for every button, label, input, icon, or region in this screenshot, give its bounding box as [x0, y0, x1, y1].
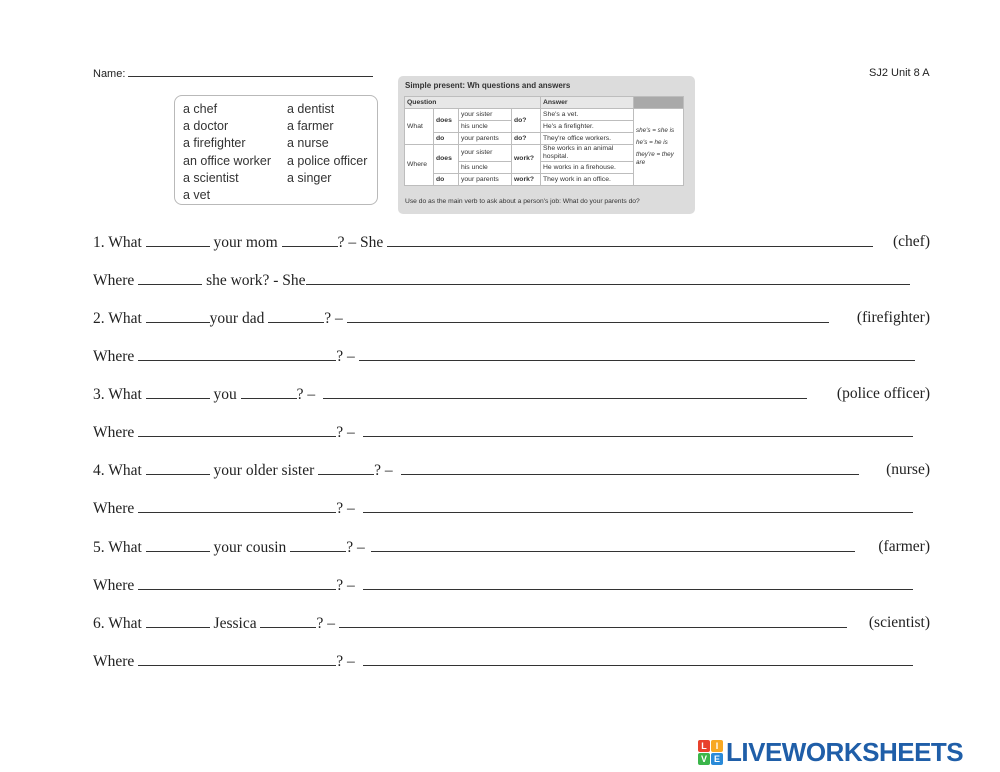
word-item: a chef: [183, 102, 218, 116]
question-end: ? –: [324, 310, 343, 327]
exercise-5-where-line: [93, 576, 913, 595]
aux-does: does: [434, 109, 459, 133]
answer-cell: She's a vet.: [541, 109, 634, 121]
exercise-2-what-line: [93, 309, 829, 328]
question-end: ? –: [316, 615, 335, 632]
word-item: a singer: [287, 170, 332, 185]
where-question-blank[interactable]: [138, 576, 336, 590]
where-lead: Where: [93, 577, 135, 594]
aux-blank[interactable]: [146, 309, 210, 323]
answer-blank[interactable]: [387, 233, 873, 247]
grammar-title: Simple present: Wh questions and answers: [405, 81, 571, 90]
wh-where: Where: [405, 145, 434, 186]
where-answer-blank[interactable]: [359, 347, 915, 361]
aux-does: does: [434, 145, 459, 174]
job-hint: (firefighter): [856, 309, 930, 326]
question-end: ? – She: [337, 234, 384, 251]
grammar-footer: Use do as the main verb to ask about a person's job: What do your parents do?: [405, 198, 640, 205]
unit-label: SJ2 Unit 8 A: [869, 67, 930, 79]
verb-do: do?: [512, 133, 541, 145]
question-lead: 6. What: [93, 615, 142, 632]
exercise-2-where-line: [93, 347, 915, 366]
answer-cell: She works in an animal hospital.: [541, 145, 634, 162]
notes-header: [634, 97, 684, 109]
where-answer-blank[interactable]: [363, 652, 913, 666]
word-item: a police officer: [287, 153, 368, 168]
exercise-1-what-line: [93, 233, 873, 252]
subject-text: Jessica: [213, 615, 257, 632]
exercise-3-where-line: [93, 423, 913, 442]
answer-cell: He works in a firehouse.: [541, 162, 634, 174]
answer-cell: They're office workers.: [541, 133, 634, 145]
where-question-blank[interactable]: [138, 347, 336, 361]
logo-tile: L: [698, 740, 710, 752]
question-end: ? –: [346, 539, 365, 556]
verb-work: work?: [512, 174, 541, 186]
answer-blank[interactable]: [347, 309, 829, 323]
liveworksheets-logo: [698, 738, 963, 766]
subject-cell: your sister: [459, 145, 512, 162]
job-hint: (chef): [893, 233, 930, 250]
aux-blank[interactable]: [146, 538, 210, 552]
word-column-2: [287, 101, 367, 187]
grammar-table: [404, 96, 684, 186]
aux-blank[interactable]: [146, 461, 210, 475]
question-header: Question: [405, 97, 541, 109]
where-lead: Where: [93, 653, 135, 670]
grammar-reference-box: [398, 76, 695, 214]
where-question-blank[interactable]: [138, 652, 336, 666]
subject-text: you: [213, 386, 237, 403]
question-end: ? –: [296, 386, 316, 403]
wh-what: What: [405, 109, 434, 145]
note-he: he's = he is: [636, 139, 668, 146]
word-item: a farmer: [287, 119, 334, 134]
verb-blank[interactable]: [260, 614, 316, 628]
word-column-1: [183, 101, 271, 204]
question-lead: 5. What: [93, 539, 142, 556]
question-end: ? –: [374, 462, 393, 479]
name-field: [93, 67, 373, 80]
answer-cell: They work in an office.: [541, 174, 634, 186]
where-answer-blank[interactable]: [363, 576, 913, 590]
word-item: a scientist: [183, 170, 239, 185]
job-word-box: [174, 95, 378, 205]
word-item: a dentist: [287, 102, 335, 116]
answer-header: Answer: [541, 97, 634, 109]
verb-blank[interactable]: [318, 461, 374, 475]
name-label: Name:: [93, 68, 126, 80]
exercise-1-where-line: [93, 271, 910, 290]
logo-tile: E: [711, 753, 723, 765]
where-mid: ? –: [336, 348, 355, 365]
verb-blank[interactable]: [290, 538, 346, 552]
where-answer-blank[interactable]: [306, 271, 910, 285]
verb-blank[interactable]: [282, 233, 338, 247]
verb-blank[interactable]: [241, 385, 297, 399]
aux-blank[interactable]: [138, 271, 202, 285]
job-hint: (police officer): [836, 385, 930, 402]
job-hint: (farmer): [878, 538, 930, 555]
subject-cell: your parents: [459, 174, 512, 186]
subject-cell: your sister: [459, 109, 512, 121]
where-question-blank[interactable]: [138, 423, 336, 437]
answer-cell: He's a firefighter.: [541, 121, 634, 133]
aux-blank[interactable]: [146, 385, 210, 399]
answer-blank[interactable]: [401, 461, 859, 475]
exercise-6-what-line: [93, 614, 847, 633]
logo-tiles-icon: [698, 740, 723, 765]
where-answer-blank[interactable]: [363, 499, 913, 513]
subject-text: your cousin: [213, 539, 287, 556]
subject-cell: your parents: [459, 133, 512, 145]
word-item: a nurse: [287, 136, 329, 151]
where-lead: Where: [93, 348, 135, 365]
word-item: an office worker: [183, 153, 272, 168]
word-item: a vet: [183, 188, 211, 203]
aux-blank[interactable]: [146, 233, 210, 247]
aux-blank[interactable]: [146, 614, 210, 628]
aux-do: do: [434, 174, 459, 186]
where-mid: she work? - She: [206, 272, 306, 289]
subject-text: your dad: [209, 310, 265, 327]
exercise-6-where-line: [93, 652, 913, 671]
subject-cell: his uncle: [459, 121, 512, 133]
question-lead: 4. What: [93, 462, 142, 479]
logo-tile: I: [711, 740, 723, 752]
exercise-4-what-line: [93, 461, 859, 480]
logo-tile: V: [698, 753, 710, 765]
verb-do: do?: [512, 109, 541, 133]
verb-blank[interactable]: [268, 309, 324, 323]
exercise-3-what-line: [93, 385, 807, 404]
where-answer-blank[interactable]: [363, 423, 913, 437]
where-mid: ? –: [336, 424, 355, 441]
job-hint: (scientist): [868, 614, 930, 631]
where-question-blank[interactable]: [138, 499, 336, 513]
exercise-4-where-line: [93, 499, 913, 518]
job-hint: (nurse): [886, 461, 930, 478]
where-mid: ? –: [336, 500, 355, 517]
word-item: a doctor: [183, 119, 229, 134]
question-lead: 1. What: [93, 234, 142, 251]
question-lead: 3. What: [93, 386, 142, 403]
contraction-notes: [634, 109, 684, 186]
where-mid: ? –: [336, 577, 355, 594]
note-she: she's = she is: [636, 127, 675, 134]
note-they: they're = they are: [636, 151, 674, 166]
answer-blank[interactable]: [323, 385, 807, 399]
verb-work: work?: [512, 145, 541, 174]
where-lead: Where: [93, 424, 135, 441]
where-lead: Where: [93, 272, 135, 289]
logo-text: LIVEWORKSHEETS: [726, 736, 964, 767]
where-lead: Where: [93, 500, 135, 517]
subject-text: your older sister: [213, 462, 315, 479]
where-mid: ? –: [336, 653, 355, 670]
answer-blank[interactable]: [339, 614, 847, 628]
question-lead: 2. What: [93, 310, 142, 327]
aux-do: do: [434, 133, 459, 145]
answer-blank[interactable]: [371, 538, 855, 552]
subject-text: your mom: [213, 234, 278, 251]
word-item: a firefighter: [183, 136, 246, 151]
subject-cell: his uncle: [459, 162, 512, 174]
exercise-5-what-line: [93, 538, 855, 557]
name-blank[interactable]: [128, 67, 373, 77]
